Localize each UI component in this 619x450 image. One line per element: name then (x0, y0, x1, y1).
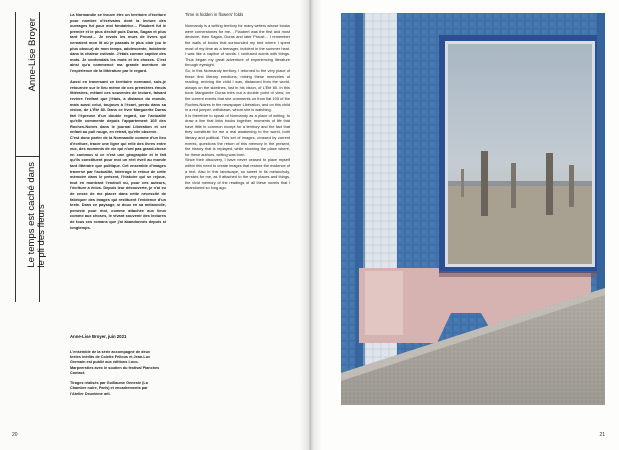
right-page (311, 0, 619, 450)
left-page (0, 0, 309, 450)
photograph-drawing (341, 13, 605, 405)
pale-tile-strip (363, 13, 397, 405)
photograph (341, 13, 605, 405)
french-paragraph: Aussi en traversant ce territoire normand, suis-je retournée sur le lieu même de ces premières émois littéraires, mêlant ces souvenirs de lecture, faisant revivre l'enfant que j'étais, à distance du monde, mais aussi celui, toujours à l'écart, perdu dans sa vision, de L'Été 80. Dans ce livre Marguerite Duras fait l'épreuve d'un double regard, sur l'actualité qu'elle commente depuis l'appartement 105 des Roches-Noires dans le journal Libération et cet enfant au pull rouge, en retrait, qu'elle observe. (70, 79, 166, 135)
english-text-column (185, 12, 290, 191)
credit-paragraph: L'ensemble de la série accompagné de deux textes inédits de Colette Fellous et Jean-Luc Germain est publié aux éditions Loco-Marpeersties avec le soutien du festival Planches Contact. (70, 350, 160, 375)
credits-block (70, 350, 162, 402)
french-text-column (70, 12, 166, 230)
page-number-right: 21 (599, 432, 605, 438)
vertical-author-name: Anne-Lise Broyer (27, 18, 38, 92)
vertical-title-line: le pli des fleurs (36, 204, 47, 268)
vertical-article-title (27, 162, 47, 268)
english-paragraph: It is therefore to speak of Normandy as a place of writing, to draw a line that links books together, moments of life that have little in common except for a territory and the fact that they constitute for me a real awakening to the world, both literary and political. This set of images, crossed by current events, questions the return of this memory in the present, the history that is replayed, while showing the place where, for these authors, writing was born. (185, 112, 290, 157)
epigraph: Time is hidden in flowers' folds (185, 12, 244, 17)
page-number-left: 20 (12, 432, 18, 438)
english-paragraph: Normandy is a writing territory for many writers whose books were cornerstones for me… Flaubert was the first and most decisive, then Sagan, Duras and later Proust… I remember the walls of books that surrounded my bed where I spent most of my time as a teenager, indolent in the summer heat. I was like a captive of words. I confused words with things. Thus began my great adventure of experiencing literature through eyesight. (185, 23, 290, 68)
credit-paragraph: Tirages réalisés par Guillaume Geneste (La Chambre noire, Paris) et encadrements par l'Atelier Deuxième œil. (70, 381, 148, 396)
english-paragraph: Since their discovery, I have never ceased to place myself within this need to create images that restore the evidence of a text. Also in this landscape, so sweet in its melancholy, persists for me, as if attached to the very places and things, the vivid memory of the readings of all these novels that I abandoned so long ago. (185, 157, 290, 191)
english-paragraph: So, in this Normandy territory, I returned to the very place of these first literary emotions, mixing these memories of reading, reviving the child I was, distanced from the world, always on the sidelines, lost in his vision, of L'Été 80. In this book Marguerite Duras tries out a double point of view, on the current events that she comments on from flat 105 of the Roches-Noires in the newspaper Libération, and on this child in a red jumper, withdrawn, whom she is watching. (185, 67, 290, 113)
vertical-title-line: Le temps est caché dans (26, 162, 37, 268)
french-paragraph: La Normandie se trouve être un territoire d'écriture pour nombre d'écrivains dont la lecture des ouvrages fut pour moi fondatrice… Flaubert fut le premier et le plus décisif puis Duras, Sagan et plus tard Proust… Je revois les murs de livres qui cernaient mon lit où je passais le plus clair (ou le plus obscur) de mon temps, adolescente, indolente dans la chaleur estivale. J'étais comme captive des mots. Je confondais les mots et les choses. C'est ainsi qu'a commencé ma grande aventure de l'expérience de la littérature par le regard. (70, 12, 166, 73)
vertical-box-divider (15, 156, 39, 157)
author-signature: Anne-Lise Broyer, juin 2021 (70, 334, 127, 339)
french-paragraph: C'est donc parler de la Normandie comme d'un lieu d'écriture, tracer une ligne qui relie des livres entre eux, des moments de vie qui n'ont pas grand-chose en commun si ce n'est une géographie et le fait qu'ils constituent pour moi un réel éveil au monde tant littéraire que politique. Cet ensemble d'images traversé par l'actualité, interroge le retour de cette mémoire dans le présent, l'histoire qui se rejoue, tout en montrant l'endroit où, pour ces auteurs, l'écriture a éclos. Depuis leur découverte, je n'ai eu de cesse de me placer dans cette nécessité de fabriquer des images qui restituent l'évidence d'un texte. Dans ce paysage, si doux en sa mélancolie, persiste pour moi, comme attachée aux lieux comme aux choses, le vivant souvenir des lectures de tous ces romans que j'ai abandonnés depuis si longtemps. (70, 135, 166, 230)
